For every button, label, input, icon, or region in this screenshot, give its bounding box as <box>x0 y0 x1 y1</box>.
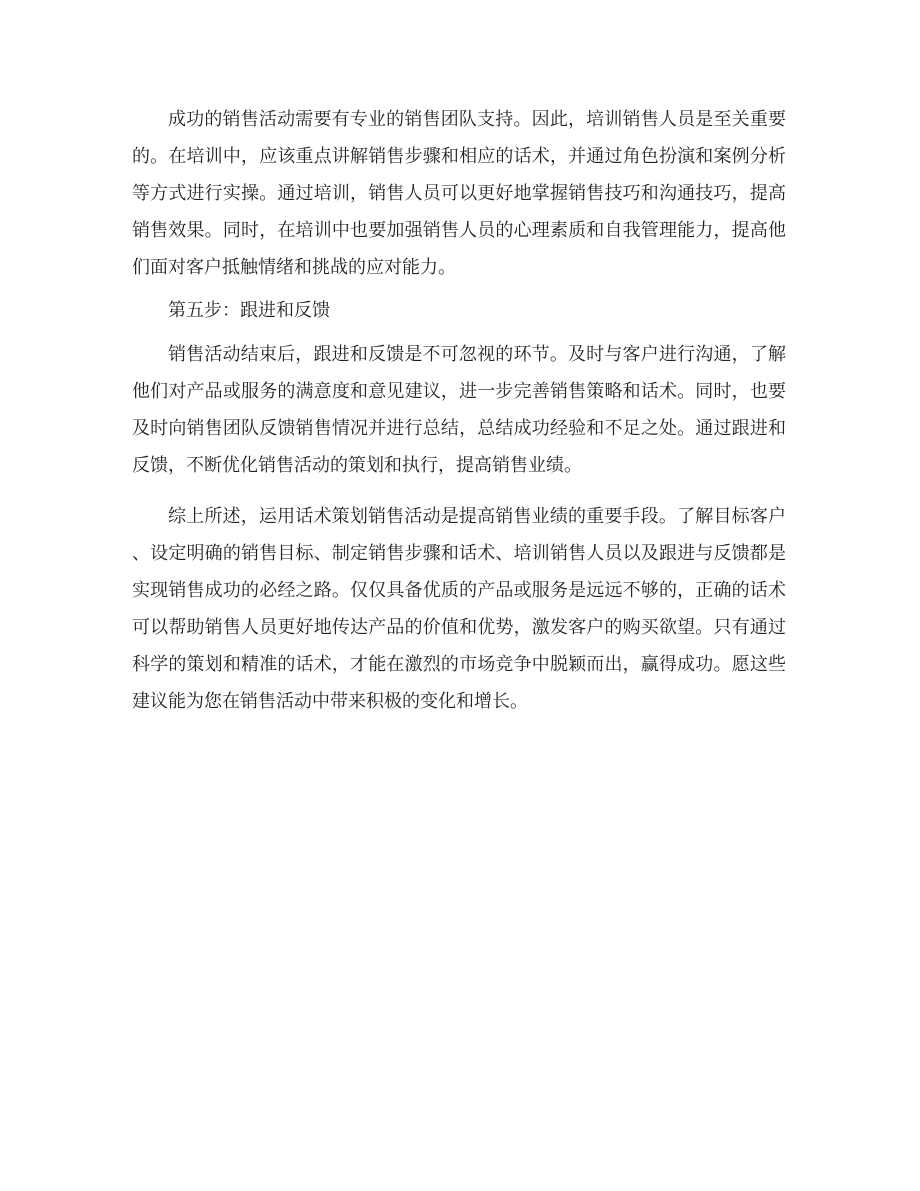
paragraph-line: 可以帮助销售人员更好地传达产品的价值和优势，激发客户的购买欲望。只有通过 <box>132 617 786 638</box>
paragraph-line: 销售活动结束后，跟进和反馈是不可忽视的环节。及时与客户进行沟通，了解 <box>168 344 786 365</box>
section-heading-step-five <box>132 292 786 329</box>
paragraph-summary <box>132 498 786 720</box>
paragraph-line: 的。在培训中，应该重点讲解销售步骤和相应的话术，并通过角色扮演和案例分析 <box>132 146 786 167</box>
section-heading: 第五步：跟进和反馈 <box>168 300 330 321</box>
paragraph-line: 反馈，不断优化销售活动的策划和执行，提高销售业绩。 <box>132 455 582 476</box>
paragraph-line: 成功的销售活动需要有专业的销售团队支持。因此，培训销售人员是至关重要 <box>168 109 786 130</box>
paragraph-line: 等方式进行实操。通过培训，销售人员可以更好地掌握销售技巧和沟通技巧，提高 <box>132 183 786 204</box>
paragraph-line: 实现销售成功的必经之路。仅仅具备优质的产品或服务是远远不够的，正确的话术 <box>132 580 786 601</box>
paragraph-line: 综上所述，运用话术策划销售活动是提高销售业绩的重要手段。了解目标客户 <box>168 506 786 527</box>
paragraph-line: 及时向销售团队反馈销售情况并进行总结，总结成功经验和不足之处。通过跟进和 <box>132 418 786 439</box>
paragraph-line: 他们对产品或服务的满意度和意见建议，进一步完善销售策略和话术。同时，也要 <box>132 381 786 402</box>
paragraph-line: 科学的策划和精准的话术，才能在激烈的市场竞争中脱颖而出，赢得成功。愿这些 <box>132 654 786 675</box>
paragraph-line: 们面对客户抵触情绪和挑战的应对能力。 <box>132 257 456 278</box>
paragraph-training <box>132 101 786 286</box>
paragraph-line: 建议能为您在销售活动中带来积极的变化和增长。 <box>132 691 528 712</box>
paragraph-line: 销售效果。同时，在培训中也要加强销售人员的心理素质和自我管理能力，提高他 <box>132 220 786 241</box>
paragraph-follow-up <box>132 336 786 484</box>
paragraph-line: 、设定明确的销售目标、制定销售步骤和话术、培训销售人员以及跟进与反馈都是 <box>132 543 786 564</box>
